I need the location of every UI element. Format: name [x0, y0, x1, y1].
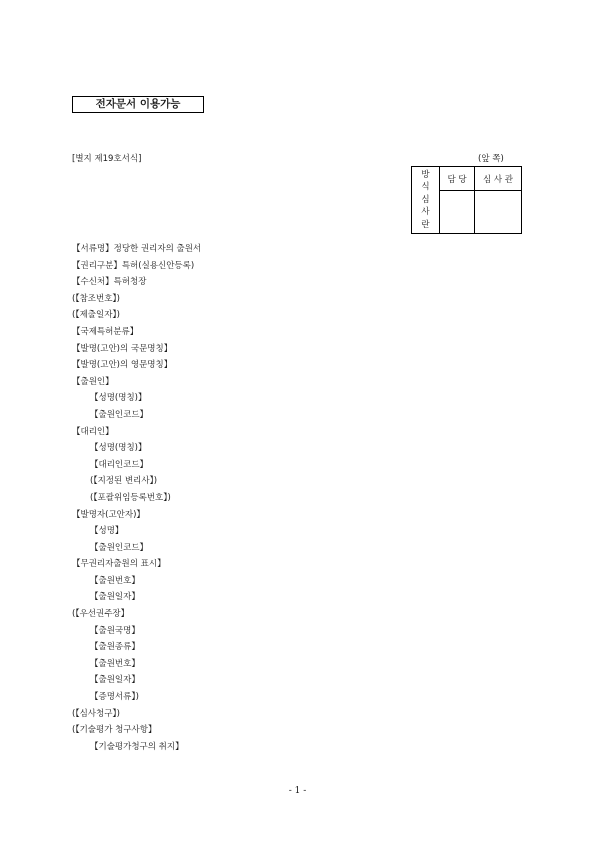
form-field-item: 【출원인코드】	[90, 409, 149, 420]
form-field-item: 【출원인】	[72, 376, 114, 387]
form-field-item: 【수신처】특허청장	[72, 277, 147, 288]
form-number-label: [별지 제19호서식]	[72, 154, 142, 164]
form-field-item: 【출원인코드】	[90, 542, 149, 553]
form-field-item: 【출원번호】	[90, 575, 140, 586]
form-field-item: 【국제특허분류】	[72, 326, 139, 337]
electronic-document-badge: 전자문서 이용가능	[72, 96, 204, 113]
form-field-item: (【참조번호】)	[72, 293, 120, 304]
approval-box	[411, 166, 522, 234]
form-field-item: 【발명자(고안자)】	[72, 509, 145, 520]
form-field-item: (【포괄위임등록번호】)	[90, 492, 171, 503]
front-side-label: (앞 쪽)	[478, 154, 504, 164]
form-field-item: (【지정된 변리사】)	[90, 476, 158, 487]
form-field-item: 【대리인】	[72, 426, 114, 437]
approval-cell-officer	[440, 191, 475, 234]
form-field-item: 【권리구분】특허(실용신안등록)	[72, 260, 195, 271]
form-field-item: 【출원국명】	[90, 625, 140, 636]
form-field-item: 【성명(명칭)】	[90, 393, 147, 404]
form-field-item: 【발명(고안)의 국문명칭】	[72, 343, 173, 354]
form-field-item: 【출원일자】	[90, 592, 140, 603]
form-field-item: 【출원번호】	[90, 658, 140, 669]
form-field-list	[72, 241, 201, 755]
form-field-item: 【기술평가청구의 취지】	[90, 741, 184, 752]
form-field-item: 【성명】	[90, 526, 124, 537]
form-field-item: 【출원종류】	[90, 642, 140, 653]
form-field-item: (【심사청구】)	[72, 708, 120, 719]
approval-col-examiner: 심 사 관	[475, 167, 522, 191]
page-number: - 1 -	[288, 786, 307, 796]
form-field-item: (【제출일자】)	[72, 310, 120, 321]
form-field-item: 【서류명】정당한 권리자의 출원서	[72, 244, 202, 254]
form-field-item: (【기술평가 청구사항】	[72, 725, 157, 736]
form-field-item: 【성명(명칭)】	[90, 443, 147, 454]
form-field-item: 【무권리자출원의 표시】	[72, 559, 166, 570]
approval-method-label: 방 식 심 사 란	[412, 167, 440, 234]
approval-cell-examiner	[475, 191, 522, 234]
form-field-item: 【출원일자】	[90, 675, 140, 686]
form-field-item: 【대리인코드】	[90, 459, 149, 470]
form-field-item: 【발명(고안)의 영문명칭】	[72, 360, 173, 371]
approval-col-officer: 담 당	[440, 167, 475, 191]
form-field-item: 【증명서류】)	[90, 692, 139, 703]
form-field-item: (【우선권주장】	[72, 609, 130, 620]
